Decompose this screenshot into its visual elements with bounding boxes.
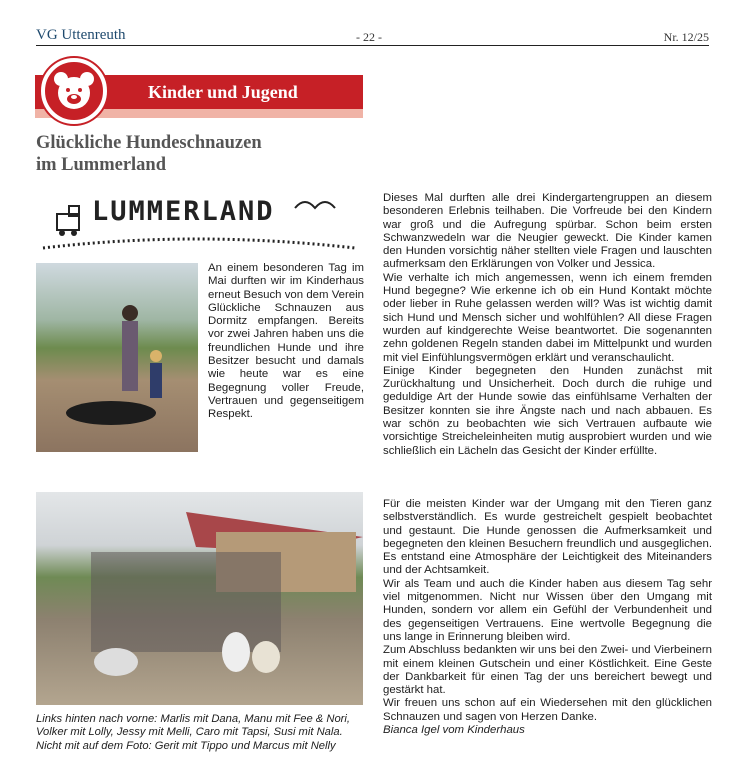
photo-woman-child-dog: [36, 263, 198, 452]
photo-caption: Links hinten nach vorne: Marlis mit Dana, Manu mit Fee & Nori, Volker mit Lolly, Jessy mit Melli, Caro mit Tapsi, Susi mit Nala. Nicht mit auf dem Foto: Gerit mit Tippo und Marcus mit Nelly: [36, 713, 350, 752]
article-title-line-1: Glückliche Hundeschnauzen: [36, 133, 262, 153]
paragraph: Zum Abschluss bedankten wir uns bei den Zwei- und Vierbeinern mit einem kleinen Gutschein und einer Köstlichkeit. Eine Geste der Dankbarkeit für einen Tag der uns bereichert bewegt und gestärkt hat.: [383, 644, 712, 697]
issue-number: Nr. 12/25: [663, 30, 709, 44]
paragraph: Wie verhalte ich mich angemessen, wenn ich einem fremden Hund begegne? Wie erkenne ich ob ein Hund Kontakt möchte oder lieber in Ruhe gelassen werden will? Was ist wichtig damit sich Hund und Mensch sicher und wohlfühlen? All diese Fragen wurden auf kindgerechte Weise beantwortet. Die sogenannten zehn goldenen Regeln standen dabei im Mittelpunkt und wurden mit viel Einfühlungsvermögen erklärt und veranschaulicht.: [383, 271, 712, 364]
lummerland-logo-text: LUMMERLAND: [92, 196, 275, 227]
header-divider: [36, 45, 709, 46]
paragraph: Für die meisten Kinder war der Umgang mit den Tieren ganz selbstverständlich. Es wurde gestreichelt gespielt beobachtet und gestaunt. Die Hunde genossen die Aufmerksamkeit und begegneten den kleinen Besuchern freundlich und ausgeglichen. Es entstand eine Atmosphäre der Leichtigkeit des Miteinanders und der Achtsamkeit.: [383, 498, 712, 577]
photo-group-with-dogs: [36, 492, 363, 705]
paragraph: Dieses Mal durften alle drei Kindergartengruppen an diesem besonderen Erlebnis teilhaben. Die Vorfreude bei den Kindern war groß und die Aufregung spürbar. Schon beim ersten Schwanzwedeln war die Neugier geweckt. Die Kinder kamen den Hunden vorsichtig näher stellten viele Fragen und lauschten aufmerksam den Erklärungen von Volker und Jessica.: [383, 192, 712, 271]
article-column-bottom: [383, 498, 712, 737]
article-intro: An einem besonderen Tag im Mai durften wir im Kinderhaus erneut Besuch von dem Verein Glückliche Schnauzen aus Dormitz empfangen. Bereits vor zwei Jahren haben uns die freundlichen Hunde und ihre Besitzer besucht und damals wie heute war es eine Begegnung voller Freude, Vertrauen und gegenseitigem Respekt.: [208, 262, 364, 421]
article-column-top: [383, 192, 712, 458]
paragraph: Einige Kinder begegneten den Hunden zunächst mit Zurückhaltung und Unsicherheit. Doch durch die ruhige und geduldige Art der Hunde sowie das einfühlsame Verhalten der Besitzer konnten sie ihre Ängste nach und nach abbauen. Es war schön zu beobachten wie sich Vertrauen aufbaute wie vorsichtige Streicheleinheiten mutig ausprobiert wurden und wie schließlich ein Lächeln das Gesicht der Kinder erfüllte.: [383, 364, 712, 457]
teddy-bear-icon: [41, 58, 107, 124]
publication-name: VG Uttenreuth: [36, 27, 126, 43]
section-title: Kinder und Jugend: [148, 82, 298, 102]
article-title: [36, 132, 262, 176]
article-title-line-2: im Lummerland: [36, 155, 167, 175]
paragraph: Wir freuen uns schon auf ein Wiedersehen mit den glücklichen Schnauzen und sagen von Herzen Danke.: [383, 697, 712, 723]
paragraph: Wir als Team und auch die Kinder haben aus diesem Tag sehr viel mitgenommen. Nicht nur Wissen über den Umgang mit Hunden, sondern vor allem ein Gefühl der Verbundenheit und des gegenseitigen Vertrauens. Eine wertvolle Begegnung die uns lange in Erinnerung bleiben wird.: [383, 577, 712, 643]
page-number: - 22 -: [356, 30, 382, 44]
author-signature: Bianca Igel vom Kinderhaus: [383, 724, 525, 737]
